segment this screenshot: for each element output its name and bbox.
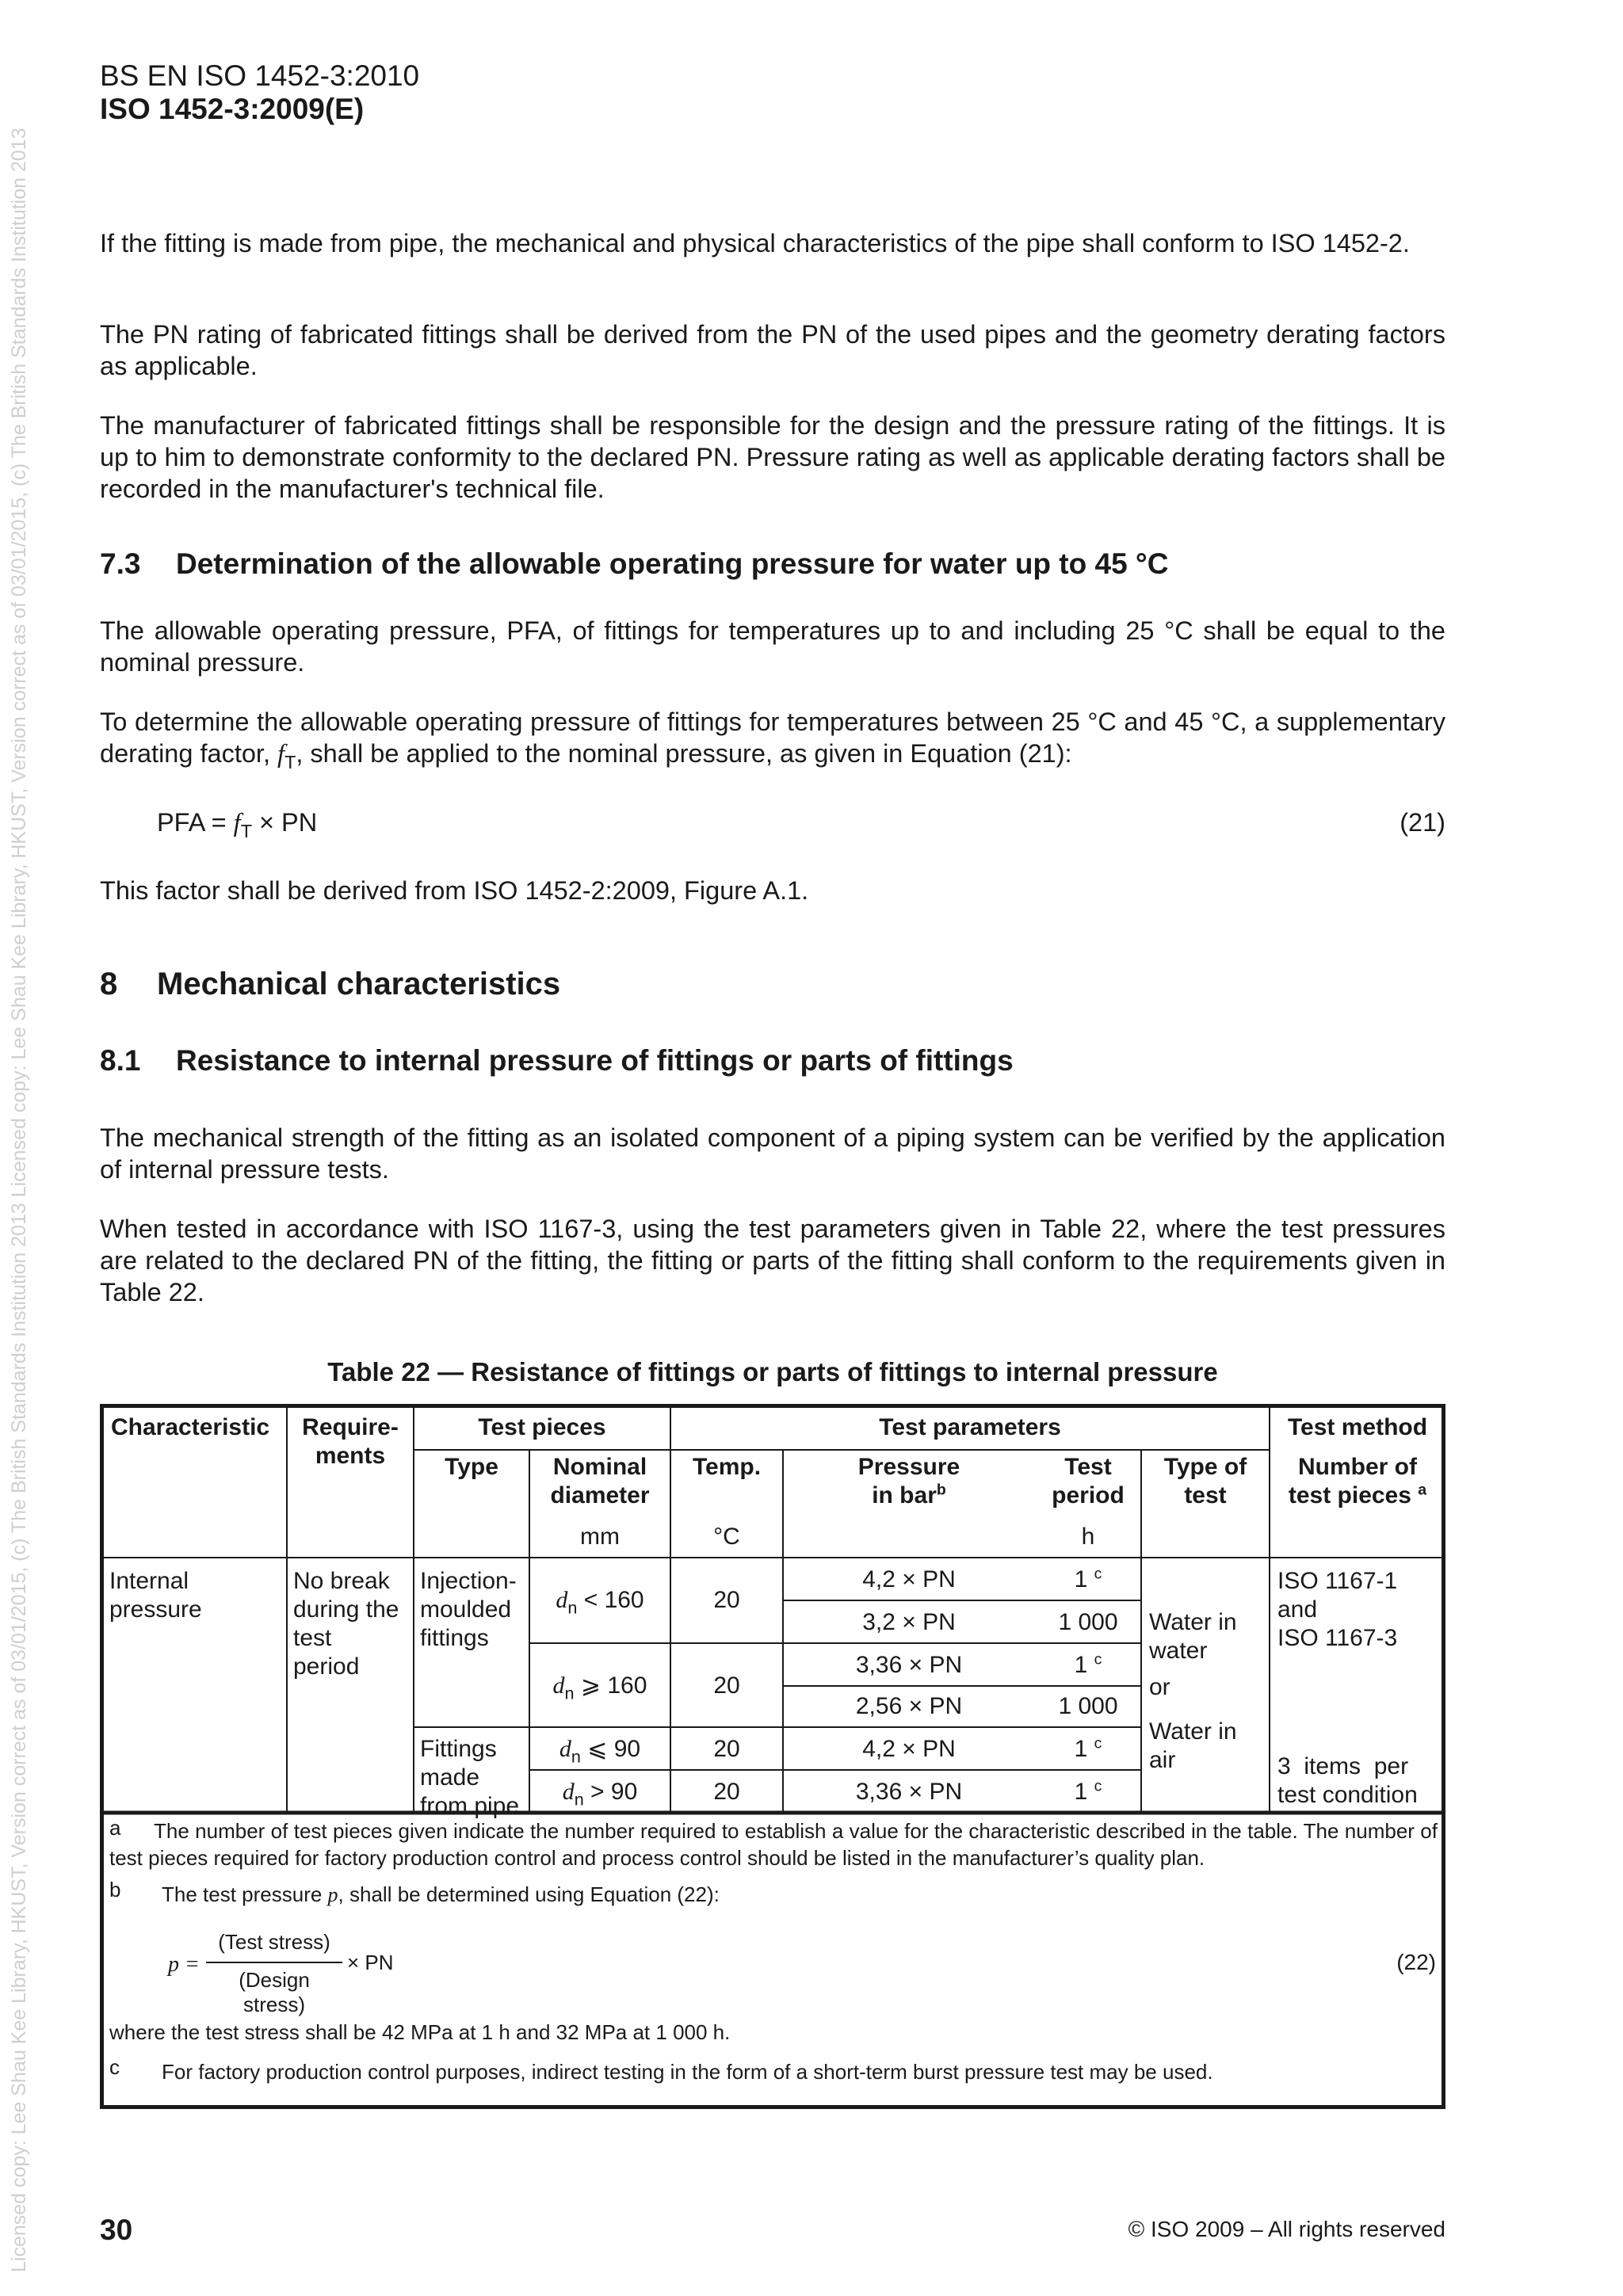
cell-period: [1035, 1651, 1141, 1680]
footnote-b-mark: b: [109, 1878, 121, 1901]
cell-period: [1035, 1778, 1141, 1806]
copyright: © ISO 2009 – All rights reserved: [1128, 2217, 1445, 2241]
section-number: 8: [100, 967, 118, 1001]
page-number: 30: [100, 2214, 133, 2246]
cell-diameter-ge160: [529, 1672, 670, 1703]
paragraph-manufacturer: The manufacturer of fabricated fittings shall be responsible for the design and the pressure rating of the fittings. It is up to him to demonstrate conformity to the declared PN. Pressure rating as well as applicable derating factors shall be recorded in the manufacturer's technical file.: [100, 411, 1445, 503]
cell-characteristic: Internal pressure: [109, 1568, 202, 1623]
eq-subscript: T: [240, 821, 252, 842]
header-pressure-label: Pressure in bar: [857, 1454, 960, 1508]
footnote-a-text: The number of test pieces given indicate the number required to establish a value for the characteristic described in the table. The number of test pieces required for factory production control and process control should be listed in the manufacturer’s quality plan.: [109, 1819, 1438, 1870]
section-heading-8: [100, 965, 560, 1003]
eq22-p: p =: [168, 1952, 200, 1977]
cell-temp: 20: [713, 1587, 740, 1613]
cell-or: or: [1149, 1674, 1170, 1700]
cell-period: 1 000: [1058, 1609, 1118, 1635]
diameter-value: ⩾ 160: [574, 1672, 647, 1699]
cell-pressure: 2,56 × PN: [855, 1693, 963, 1719]
paragraph-pn-rating: The PN rating of fabricated fittings shall be derived from the PN of the used pipes and the geometry derating factors as applicable.: [100, 320, 1445, 380]
section-number: 7.3: [100, 547, 141, 580]
table-caption: Table 22 — Resistance of fittings or parts of fittings to internal pressure: [327, 1357, 1218, 1386]
dn-subscript: n: [571, 1746, 581, 1767]
cell-pressure: 3,2 × PN: [862, 1609, 956, 1635]
footnote-b-text: , shall be determined using Equation (22):: [338, 1882, 720, 1906]
symbol-subscript: T: [285, 752, 296, 773]
footnote-ref-b: b: [936, 1481, 946, 1499]
cell-pressure: 3,36 × PN: [855, 1779, 963, 1805]
header-type-of-test: Type of test: [1163, 1454, 1247, 1508]
standard-id-bs: BS EN ISO 1452-3:2010: [100, 59, 420, 92]
footnote-c: [109, 2055, 1213, 2085]
section-title: Determination of the allowable operating pressure for water up to 45 °C: [176, 547, 1169, 580]
section-title: Mechanical characteristics: [157, 967, 561, 1001]
footnote-ref-c: c: [1094, 1777, 1102, 1795]
equation-number: (21): [1400, 808, 1445, 837]
eq-lhs: PFA =: [157, 808, 234, 837]
dn-symbol: d: [559, 1736, 571, 1762]
header-test-pieces: Test pieces: [478, 1414, 606, 1440]
header-pressure: [783, 1453, 1035, 1510]
header-test-parameters: Test parameters: [879, 1414, 1061, 1440]
cell-water-in-air: Water in air: [1149, 1718, 1237, 1773]
unit-celsius: °C: [713, 1524, 740, 1550]
footnote-b-text: The test pressure: [162, 1882, 328, 1906]
cell-pressure: 3,36 × PN: [855, 1652, 963, 1678]
dn-subscript: n: [574, 1789, 584, 1810]
footnote-ref-c: c: [1094, 1650, 1102, 1669]
diameter-value: > 90: [583, 1779, 638, 1805]
cell-type-from-pipe: Fittings made from pipe: [420, 1736, 520, 1819]
cell-diameter-le90: [529, 1735, 670, 1767]
dn-symbol: d: [556, 1587, 568, 1613]
paragraph-test-conditions: When tested in accordance with ISO 1167-3, using the test parameters given in Table 22, where the test pressures are related to the declared PN of the fitting, the fitting or parts of the fitting shall conform to the requirements given in Table 22.: [100, 1215, 1445, 1306]
text-part: , shall be applied to the nominal pressure, as given in Equation (21):: [296, 739, 1072, 768]
period-value: 1: [1074, 1779, 1088, 1805]
eq-symbol-f: f: [233, 809, 241, 837]
footnote-c-mark: c: [109, 2055, 120, 2079]
header-test-period: Test period: [1052, 1454, 1125, 1508]
header-number-of-test-pieces: [1270, 1453, 1445, 1510]
period-value: 1: [1074, 1652, 1088, 1678]
cell-diameter-lt160: [529, 1586, 670, 1618]
standard-id-iso: ISO 1452-3:2009(E): [100, 93, 365, 125]
paragraph-derating-factor: [100, 706, 1445, 773]
cell-water-in-water: Water in water: [1149, 1609, 1237, 1664]
dn-subscript: n: [567, 1597, 578, 1618]
period-value: 1: [1074, 1566, 1088, 1592]
footnote-b: [109, 1878, 720, 1909]
header-nominal-diameter: Nominal diameter: [550, 1454, 650, 1508]
paragraph-pipe-conformity: If the fitting is made from pipe, the mechanical and physical characteristics of the pipe shall conform to ISO 1452-2.: [100, 229, 1410, 257]
header-test-method: Test method: [1287, 1414, 1428, 1440]
footnote-a-mark: a: [109, 1816, 121, 1840]
footnote-ref-c: c: [1094, 1734, 1102, 1753]
footnote-c-text: For factory production control purposes, indirect testing in the form of a short-term burst pressure test may be used.: [162, 2060, 1213, 2084]
cell-period: [1035, 1566, 1141, 1594]
cell-type-injection: Injection- moulded fittings: [420, 1568, 517, 1651]
eq-rhs: × PN: [252, 808, 318, 837]
cell-temp: 20: [713, 1736, 740, 1762]
paragraph-factor-source: This factor shall be derived from ISO 1452-2:2009, Figure A.1.: [100, 876, 809, 905]
dn-subscript: n: [564, 1683, 575, 1703]
eq22-denominator: (Design stress): [239, 1968, 310, 2016]
license-watermark: Licensed copy: Lee Shau Kee Library, HKUST, Version correct as of 03/01/2015, (c) The British Standards Institution 2013 Licensed copy: Lee Shau Kee Library, HKUST, Version correct as of 03/01/2015, (c) The British Standards Institution 2013: [8, 128, 30, 2272]
unit-hours: h: [1081, 1524, 1095, 1550]
period-value: 1: [1074, 1736, 1088, 1762]
paragraph-pfa-definition: The allowable operating pressure, PFA, of fittings for temperatures up to and including 25 °C shall be equal to the nominal pressure.: [100, 616, 1445, 677]
eq22-numerator: (Test stress): [218, 1930, 330, 1954]
header-temp: Temp.: [692, 1454, 762, 1480]
cell-method-standards: ISO 1167-1 and ISO 1167-3: [1277, 1568, 1398, 1651]
section-number: 8.1: [100, 1044, 141, 1077]
unit-mm: mm: [580, 1524, 620, 1550]
eq22-times-pn: × PN: [347, 1951, 394, 1974]
eq22-number: (22): [1396, 1950, 1436, 1974]
header-requirements: Require- ments: [302, 1414, 399, 1469]
diameter-value: ⩽ 90: [580, 1736, 641, 1762]
section-heading-7-3: [100, 547, 1168, 582]
footnote-b-symbol: p: [327, 1883, 338, 1906]
footnote-ref-a: a: [1418, 1481, 1427, 1499]
header-type: Type: [445, 1454, 498, 1480]
footnote-a: [109, 1817, 1438, 1871]
footnote-ref-c: c: [1094, 1565, 1102, 1583]
diameter-value: < 160: [577, 1587, 644, 1613]
dn-symbol: d: [562, 1779, 575, 1805]
cell-temp: 20: [713, 1672, 740, 1699]
header-number-label: Number of test pieces: [1288, 1454, 1417, 1508]
dn-symbol: d: [552, 1672, 565, 1699]
paragraph-mechanical-strength: The mechanical strength of the fitting as an isolated component of a piping system can be verified by the application of internal pressure tests.: [100, 1123, 1445, 1184]
cell-pressure: 4,2 × PN: [862, 1566, 956, 1592]
section-heading-8-1: [100, 1043, 1014, 1078]
eq22-fraction-bar: [206, 1962, 342, 1963]
cell-diameter-gt90: [529, 1778, 670, 1810]
text-part: To determine the allowable operating pressure of fittings for temperatures between 25 °C and 45 °C, a supplementary derating factor,: [100, 707, 1445, 768]
cell-pressure: 4,2 × PN: [862, 1736, 956, 1762]
table-22: [100, 1404, 1445, 2109]
header-characteristic: Characteristic: [111, 1414, 270, 1440]
cell-period: 1 000: [1058, 1693, 1118, 1719]
equation-expression: [157, 807, 318, 842]
cell-period: [1035, 1735, 1141, 1764]
symbol-f: f: [277, 740, 285, 769]
section-title: Resistance to internal pressure of fittings or parts of fittings: [176, 1044, 1014, 1077]
cell-temp: 20: [713, 1779, 740, 1805]
cell-method-pieces: 3 items per test condition: [1277, 1753, 1418, 1808]
cell-requirement: No break during the test period: [293, 1568, 399, 1680]
footnote-b-where: where the test stress shall be 42 MPa at 1 h and 32 MPa at 1 000 h.: [109, 2020, 731, 2044]
